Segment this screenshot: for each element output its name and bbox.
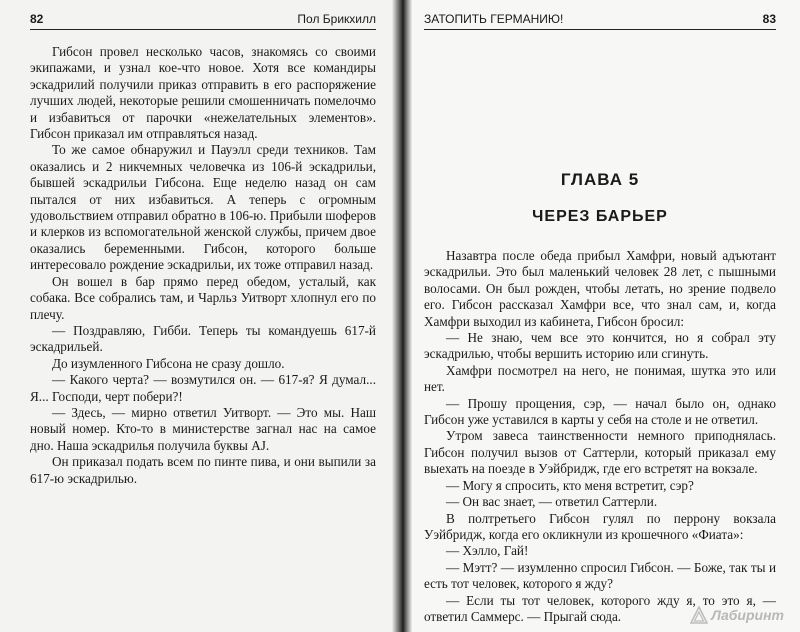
paragraph: — Не знаю, чем все это кончится, но я собрал эту эскадрилью, чтобы вершить историю или сгинуть. bbox=[424, 330, 776, 362]
right-page-text bbox=[424, 248, 776, 625]
paragraph: — Прошу прощения, сэр, — начал было он, однако Гибсон уже уставился в карты у себя на столе и не ответил. bbox=[424, 395, 776, 428]
paragraph: — Хэлло, Гай! bbox=[446, 543, 529, 559]
paragraph: В полтретьего Гибсон гулял по перрону вокзала Уэйбридж, когда его окликнули из крошечного «Фиата»: bbox=[424, 510, 776, 542]
paragraph: Гибсон провел несколько часов, знакомясь со своими экипажами, и узнал кое-что новое. Хотя все командиры эскадрилий получили приказ отправить в его распоряжение лучших людей, некоторые решили смошенничать помелочмо и избавиться от парочки «нежелательных элементов». Гибсон приказал им отправляться назад. bbox=[30, 44, 376, 142]
paragraph: Назавтра после обеда прибыл Хамфри, новый адъютант эскадрильи. Это был маленький человек 28 лет, с пышными волосами. Он был рожден, чтобы летать, но зрение подвело его. Гибсон рассказал Хамфри все, что знал сам, и, когда Хамфри выходил из кабинета, Гибсон бросил: bbox=[424, 248, 776, 329]
right-running-title: ЗАТОПИТЬ ГЕРМАНИЮ! bbox=[424, 12, 564, 26]
paragraph: Он приказал подать всем по пинте пива, и они выпили за 617-ю эскадрилью. bbox=[30, 454, 376, 486]
right-running-head bbox=[424, 12, 776, 30]
chapter-number: ГЛАВА 5 bbox=[560, 170, 640, 189]
left-page-text bbox=[30, 44, 376, 487]
paragraph: До изумленного Гибсона не сразу дошло. bbox=[52, 355, 285, 371]
paragraph: — Здесь, — мирно ответил Уитворт. — Это мы. Наш новый номер. Кто-то в министерстве загнал нас на самое дно. Наша эскадрилья получила буквы AJ. bbox=[30, 404, 376, 453]
paragraph: — Какого черта? — возмутился он. — 617-я? Я думал... Я... Господи, черт побери?! bbox=[30, 372, 376, 404]
chapter-title: ЧЕРЕЗ БАРЬЕР bbox=[532, 208, 668, 225]
left-running-head bbox=[30, 12, 376, 30]
paragraph: Утром завеса таинственности немного приподнялась. Гибсон получил вызов от Саттерли, который приказал ему выехать на поезде в Уэйбридж, где его встретят на вокзале. bbox=[424, 428, 776, 477]
right-page bbox=[404, 0, 800, 632]
paragraph: — Поздравляю, Гибби. Теперь ты командуешь 617-й эскадрильей. bbox=[30, 322, 376, 355]
paragraph: — Если ты тот человек, которого жду я, то это я, — ответил Саммерс. — Прыгай сюда. bbox=[424, 592, 776, 624]
labyrinth-logo-icon bbox=[690, 606, 708, 624]
paragraph: Хамфри посмотрел на него, не понимая, шутка это или нет. bbox=[424, 362, 776, 395]
paragraph: — Он вас знает, — ответил Саттерли. bbox=[446, 494, 658, 510]
watermark-text: Лабиринт bbox=[711, 607, 784, 623]
book-gutter bbox=[392, 0, 412, 632]
left-page-number: 82 bbox=[30, 12, 44, 26]
chapter-heading bbox=[424, 170, 776, 226]
left-page bbox=[0, 0, 398, 632]
paragraph: — Мэтт? — изумленно спросил Гибсон. — Боже, так ты и есть тот человек, которого я жду? bbox=[424, 559, 776, 592]
paragraph: — Могу я спросить, кто меня встретит, сэр? bbox=[446, 477, 694, 493]
left-running-title: Пол Брикхилл bbox=[297, 12, 376, 26]
watermark-logo bbox=[690, 606, 784, 624]
right-page-number: 83 bbox=[762, 12, 776, 26]
paragraph: То же самое обнаружил и Пауэлл среди техников. Там оказались и 2 никчемных человечка из 106-й эскадрильи, бывшей эскадрильи Гибсона. Еще неделю назад он сам пытался от них избавиться. А теперь с огромным удовольствием отправил обратно в 106-ю. Прибыли шоферов и клерков из вспомогательной женской службы, причем двое оказались беременными. Гибсон, которого больше интересовало рождение эскадрильи, их тоже отправил назад. bbox=[30, 142, 376, 273]
paragraph: Он вошел в бар прямо перед обедом, усталый, как собака. Все собрались там, и Чарльз Уитворт хлопнул его по плечу. bbox=[30, 273, 376, 322]
